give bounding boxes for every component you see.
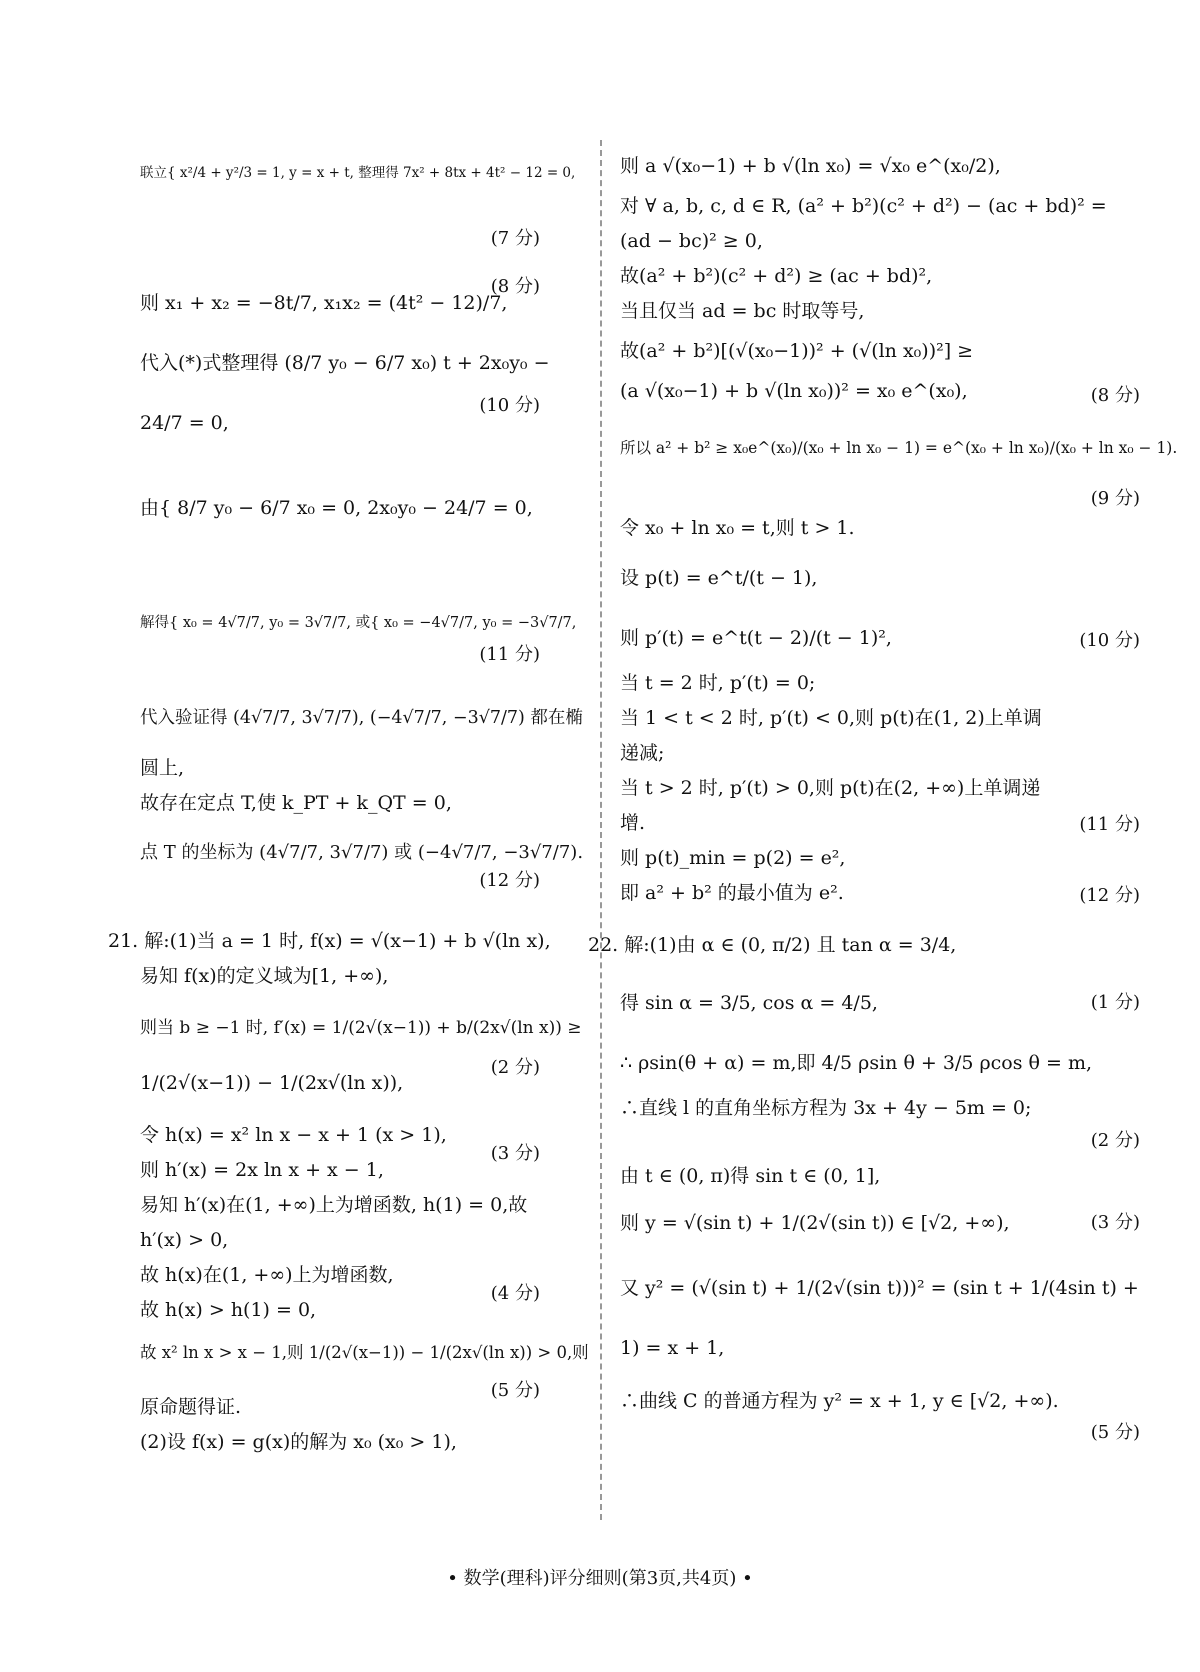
left-line: 联立{ x²/4 + y²/3 = 1, y = x + t, 整理得 7x² + 8tx + 4t² − 12 = 0, xyxy=(140,165,576,181)
right-score-label: (10 分) xyxy=(1079,630,1140,651)
right-line: 则 p(t)_min = p(2) = e², xyxy=(620,847,846,869)
right-line: 当 t > 2 时, p′(t) > 0,则 p(t)在(2, +∞)上单调递 xyxy=(620,777,1041,799)
right-line: 由 t ∈ (0, π)得 sin t ∈ (0, 1], xyxy=(620,1165,881,1187)
left-line: 代入验证得 (4√7/7, 3√7/7), (−4√7/7, −3√7/7) 都在椭 xyxy=(140,708,583,728)
left-line: 则 h′(x) = 2x ln x + x − 1, xyxy=(140,1159,384,1181)
left-line: 易知 h′(x)在(1, +∞)上为增函数, h(1) = 0,故 xyxy=(140,1194,528,1216)
page-footer: • 数学(理科)评分细则(第3页,共4页) • xyxy=(447,1568,753,1589)
right-line: 1) = x + 1, xyxy=(620,1337,725,1359)
left-line: 圆上, xyxy=(140,757,185,779)
left-line: 故存在定点 T,使 k_PT + k_QT = 0, xyxy=(140,792,452,814)
right-line: ∴曲线 C 的普通方程为 y² = x + 1, y ∈ [√2, +∞). xyxy=(620,1390,1059,1412)
right-line: 当 1 < t < 2 时, p′(t) < 0,则 p(t)在(1, 2)上单调 xyxy=(620,707,1042,729)
right-line: 即 a² + b² 的最小值为 e². xyxy=(620,882,844,904)
left-line: 解得{ x₀ = 4√7/7, y₀ = 3√7/7, 或{ x₀ = −4√7/7, y₀ = −3√7/7, xyxy=(140,615,577,631)
right-score-label: (11 分) xyxy=(1079,814,1140,835)
left-line: 故 h(x) > h(1) = 0, xyxy=(140,1299,317,1321)
left-line: 原命题得证. xyxy=(140,1396,242,1418)
right-line: 当 t = 2 时, p′(t) = 0; xyxy=(620,672,816,694)
right-line: 则 y = √(sin t) + 1/(2√(sin t)) ∈ [√2, +∞), xyxy=(620,1212,1010,1234)
left-score-label: (3 分) xyxy=(490,1143,540,1164)
left-line: 代入(*)式整理得 (8/7 y₀ − 6/7 x₀) t + 2x₀y₀ − xyxy=(140,352,550,374)
left-line: 故 x² ln x > x − 1,则 1/(2√(x−1)) − 1/(2x√(ln x)) > 0,则 xyxy=(140,1343,589,1362)
right-line: 22. 解:(1)由 α ∈ (0, π/2) 且 tan α = 3/4, xyxy=(588,934,957,956)
left-score-label: (4 分) xyxy=(490,1283,540,1304)
right-score-label: (5 分) xyxy=(1090,1422,1140,1443)
right-line: (a √(x₀−1) + b √(ln x₀))² = x₀ e^(x₀), xyxy=(620,380,968,402)
right-score-label: (9 分) xyxy=(1090,488,1140,509)
left-score-label: (12 分) xyxy=(479,870,540,891)
left-score-label: (5 分) xyxy=(490,1380,540,1401)
right-line: 则 a √(x₀−1) + b √(ln x₀) = √x₀ e^(x₀/2), xyxy=(620,155,1001,177)
left-line: 由{ 8/7 y₀ − 6/7 x₀ = 0, 2x₀y₀ − 24/7 = 0, xyxy=(140,497,533,519)
left-line: h′(x) > 0, xyxy=(140,1229,229,1251)
right-line: (ad − bc)² ≥ 0, xyxy=(620,230,763,252)
left-line: 21. 解:(1)当 a = 1 时, f(x) = √(x−1) + b √(ln x), xyxy=(108,930,551,952)
left-score-label: (8 分) xyxy=(490,276,540,297)
left-line: 则 x₁ + x₂ = −8t/7, x₁x₂ = (4t² − 12)/7, xyxy=(140,292,508,314)
left-line: 故 h(x)在(1, +∞)上为增函数, xyxy=(140,1264,394,1286)
right-line: 对 ∀ a, b, c, d ∈ R, (a² + b²)(c² + d²) − (ac + bd)² = xyxy=(620,195,1107,217)
left-line: 点 T 的坐标为 (4√7/7, 3√7/7) 或 (−4√7/7, −3√7/7). xyxy=(140,842,584,863)
left-score-label: (11 分) xyxy=(479,644,540,665)
left-line: 则当 b ≥ −1 时, f′(x) = 1/(2√(x−1)) + b/(2x√(ln x)) ≥ xyxy=(140,1018,582,1038)
left-score-label: (2 分) xyxy=(490,1057,540,1078)
right-line: 当且仅当 ad = bc 时取等号, xyxy=(620,300,865,322)
column-divider xyxy=(600,140,602,1520)
right-score-label: (2 分) xyxy=(1090,1130,1140,1151)
right-line: 故(a² + b²)[(√(x₀−1))² + (√(ln x₀))²] ≥ xyxy=(620,340,974,362)
right-line: 得 sin α = 3/5, cos α = 4/5, xyxy=(620,992,878,1014)
right-line: 令 x₀ + ln x₀ = t,则 t > 1. xyxy=(620,517,855,539)
right-line: 增. xyxy=(620,812,646,834)
left-line: 24/7 = 0, xyxy=(140,412,229,434)
right-line: 所以 a² + b² ≥ x₀e^(x₀)/(x₀ + ln x₀ − 1) = e^(x₀ + ln x₀)/(x₀ + ln x₀ − 1). xyxy=(620,439,1178,457)
right-line: 设 p(t) = e^t/(t − 1), xyxy=(620,567,818,589)
left-line: 令 h(x) = x² ln x − x + 1 (x > 1), xyxy=(140,1124,447,1146)
right-score-label: (3 分) xyxy=(1090,1212,1140,1233)
left-line: 1/(2√(x−1)) − 1/(2x√(ln x)), xyxy=(140,1072,404,1094)
right-line: ∴ ρsin(θ + α) = m,即 4/5 ρsin θ + 3/5 ρcos θ = m, xyxy=(620,1052,1093,1074)
left-line: 易知 f(x)的定义域为[1, +∞), xyxy=(140,965,389,987)
right-line: 故(a² + b²)(c² + d²) ≥ (ac + bd)², xyxy=(620,265,933,287)
left-line: (2)设 f(x) = g(x)的解为 x₀ (x₀ > 1), xyxy=(140,1431,457,1453)
right-line: 又 y² = (√(sin t) + 1/(2√(sin t)))² = (sin t + 1/(4sin t) + xyxy=(620,1277,1139,1299)
right-score-label: (8 分) xyxy=(1090,385,1140,406)
right-score-label: (1 分) xyxy=(1090,992,1140,1013)
right-column xyxy=(588,0,1200,1672)
left-score-label: (10 分) xyxy=(479,395,540,416)
right-score-label: (12 分) xyxy=(1079,885,1140,906)
right-line: ∴直线 l 的直角坐标方程为 3x + 4y − 5m = 0; xyxy=(620,1097,1032,1119)
right-line: 则 p′(t) = e^t(t − 2)/(t − 1)², xyxy=(620,627,892,649)
right-line: 递减; xyxy=(620,742,665,764)
left-score-label: (7 分) xyxy=(490,228,540,249)
